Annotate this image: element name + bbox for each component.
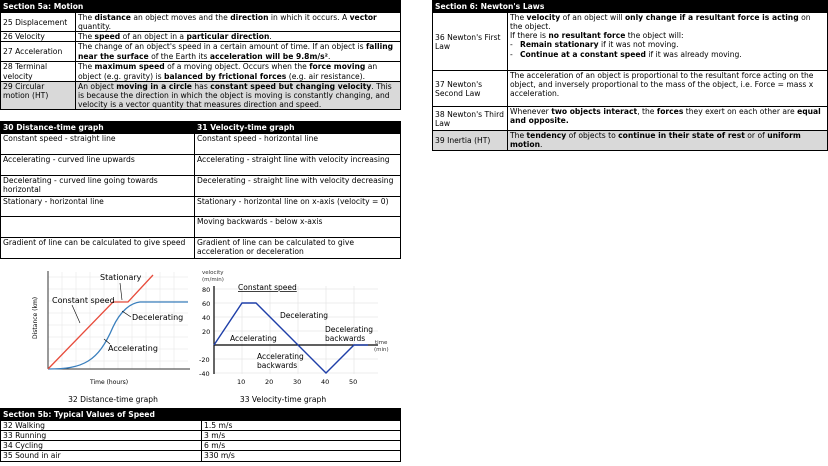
def-velocity: The speed of an object in a particular direction. bbox=[76, 32, 401, 42]
vt-row-gradient: Gradient of line can be calculated to give acceleration or deceleration bbox=[195, 238, 401, 259]
vt-graph-heading: 31 Velocity-time graph bbox=[195, 122, 401, 134]
vt-time-l2: (min) bbox=[374, 347, 389, 353]
section-6-table bbox=[432, 0, 828, 151]
vt-ytick-60: 60 bbox=[202, 300, 211, 308]
vt-label-constant: Constant speed bbox=[238, 283, 297, 292]
vt-ytick-20: 20 bbox=[202, 328, 211, 336]
vt-label-decel: Decelerating bbox=[280, 311, 329, 320]
section-5b-table bbox=[0, 408, 401, 462]
term-circular-motion: 29 Circular motion (HT) bbox=[1, 81, 76, 109]
dt-label-decel: Decelerating bbox=[132, 313, 184, 322]
newton-first-line2: If there is no resultant force the object will: bbox=[510, 31, 684, 41]
dt-row-accel: Accelerating - curved line upwards bbox=[1, 155, 195, 176]
term-newton-first: 36 Newton's First Law bbox=[433, 13, 508, 71]
vt-label-decel-back-1: Decelerating bbox=[325, 325, 374, 334]
dt-graph-heading: 30 Distance-time graph bbox=[1, 122, 195, 134]
speed-sound-label: 35 Sound in air bbox=[1, 451, 202, 461]
dt-xlabel: Time (hours) bbox=[90, 379, 129, 386]
speed-sound-value: 330 m/s bbox=[202, 451, 401, 461]
dt-graph-caption: 32 Distance-time graph bbox=[68, 395, 158, 404]
def-inertia: The tendency of objects to continue in their state of rest or of uniform motion. bbox=[508, 131, 828, 151]
term-newton-third: 38 Newton's Third Law bbox=[433, 107, 508, 131]
dt-label-constant: Constant speed bbox=[52, 296, 115, 305]
speed-walking-value: 1.5 m/s bbox=[202, 421, 401, 431]
speed-walking-label: 32 Walking bbox=[1, 421, 202, 431]
def-newton-third: Whenever two objects interact, the forces they exert on each other are equal and opposite. bbox=[508, 107, 828, 131]
def-acceleration: The change of an object's speed in a certain amount of time. If an object is falling near the surface of the Earth its acceleration will be 9.8m/s². bbox=[76, 42, 401, 62]
newton-first-line1: The velocity of an object will only change if a resultant force is acting on the object. bbox=[510, 13, 811, 32]
def-displacement: The distance an object moves and the direction in which it occurs. A vector quantity. bbox=[76, 13, 401, 32]
vt-label-accel-back-2: backwards bbox=[257, 361, 298, 370]
vt-label-accel: Accelerating bbox=[230, 334, 277, 343]
term-inertia: 39 Inertia (HT) bbox=[433, 131, 508, 151]
vt-xtick-20: 20 bbox=[265, 378, 274, 386]
dt-row-decel: Decelerating - curved line going towards horizontal bbox=[1, 176, 195, 197]
speed-cycling-label: 34 Cycling bbox=[1, 441, 202, 451]
vt-row-decel: Decelerating - straight line with velocity decreasing bbox=[195, 176, 401, 197]
dt-row-gradient: Gradient of line can be calculated to give speed bbox=[1, 238, 195, 259]
vt-ylabel-l1: velocity bbox=[202, 270, 224, 276]
def-circular-motion: An object moving in a circle has constant speed but changing velocity. This is because the direction in which the object is moving is constantly changing, and velocity is a vector quantity that measures direction and speed. bbox=[76, 81, 401, 109]
speed-running-value: 3 m/s bbox=[202, 431, 401, 441]
vt-time-l1: time bbox=[375, 340, 388, 346]
vt-ytick-minus40: -40 bbox=[199, 370, 210, 378]
vt-label-decel-back-2: backwards bbox=[325, 334, 366, 343]
vt-xtick-30: 30 bbox=[293, 378, 302, 386]
vt-ylabel-l2: (m/min) bbox=[202, 277, 224, 283]
vt-row-accel: Accelerating - straight line with velocity increasing bbox=[195, 155, 401, 176]
graphs-description-table bbox=[0, 121, 401, 259]
vt-ytick-80: 80 bbox=[202, 286, 211, 294]
vt-xtick-40: 40 bbox=[321, 378, 330, 386]
vt-ytick-minus20: -20 bbox=[199, 356, 210, 364]
dt-label-accel: Accelerating bbox=[108, 344, 158, 353]
newton-first-bullet1: - Remain stationary if it was not moving. bbox=[510, 40, 679, 50]
vt-graph-caption: 33 Velocity-time graph bbox=[239, 395, 327, 404]
vt-label-accel-back-1: Accelerating bbox=[257, 352, 304, 361]
newton-first-bullet2: - Continue at a constant speed if it was already moving. bbox=[510, 49, 742, 59]
def-newton-first bbox=[508, 13, 828, 71]
term-velocity: 26 Velocity bbox=[1, 32, 76, 42]
dt-row-backwards bbox=[1, 217, 195, 238]
term-newton-second: 37 Newton's Second Law bbox=[433, 71, 508, 107]
def-terminal-velocity: The maximum speed of a moving object. Occurs when the force moving an object (e.g. gravity) is balanced by frictional forces (e.g. air resistance). bbox=[76, 62, 401, 81]
def-newton-second: The acceleration of an object is proportional to the resultant force acting on the object, and inversely proportional to the mass of the object, i.e. Force = mass x acceleration. bbox=[508, 71, 828, 107]
section-5b-title: Section 5b: Typical Values of Speed bbox=[1, 409, 401, 421]
speed-cycling-value: 6 m/s bbox=[202, 441, 401, 451]
dt-pointer-stationary bbox=[120, 283, 122, 300]
dt-row-stationary: Stationary - horizontal line bbox=[1, 197, 195, 217]
term-displacement: 25 Displacement bbox=[1, 13, 76, 32]
vt-ytick-40: 40 bbox=[202, 314, 211, 322]
term-terminal-velocity: 28 Terminal velocity bbox=[1, 62, 76, 81]
term-acceleration: 27 Acceleration bbox=[1, 42, 76, 62]
speed-running-label: 33 Running bbox=[1, 431, 202, 441]
dt-pointer-decel bbox=[122, 311, 131, 317]
vt-row-backwards: Moving backwards - below x-axis bbox=[195, 217, 401, 238]
dt-row-constant: Constant speed - straight line bbox=[1, 134, 195, 155]
dt-label-stationary: Stationary bbox=[100, 273, 142, 282]
dt-ylabel: Distance (km) bbox=[32, 296, 39, 339]
vt-row-stationary: Stationary - horizontal line on x-axis (velocity = 0) bbox=[195, 197, 401, 217]
vt-xtick-10: 10 bbox=[237, 378, 246, 386]
section-5a-table bbox=[0, 0, 401, 110]
section-5a-title: Section 5a: Motion bbox=[1, 1, 401, 13]
distance-time-graph bbox=[28, 267, 198, 392]
section-6-title: Section 6: Newton's Laws bbox=[433, 1, 828, 13]
vt-xtick-50: 50 bbox=[349, 378, 358, 386]
vt-row-constant: Constant speed - horizontal line bbox=[195, 134, 401, 155]
velocity-time-graph bbox=[198, 268, 403, 392]
